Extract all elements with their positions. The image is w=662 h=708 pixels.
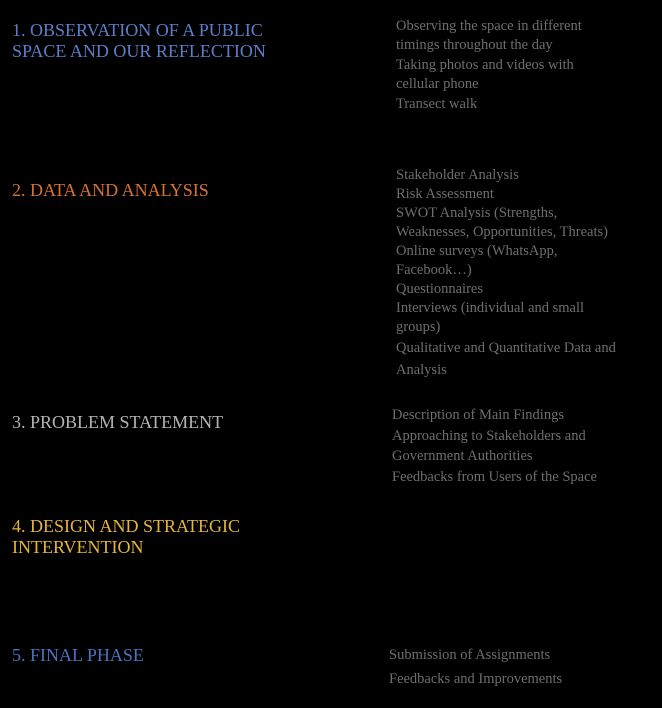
phase-5-title: 5. FINAL PHASE — [12, 645, 144, 665]
activity-line: cellular phone — [396, 76, 479, 92]
phase-2-activity — [396, 242, 616, 280]
phase-2-activity — [396, 280, 616, 299]
phase-4-title-line-1: 4. DESIGN AND STRATEGIC — [12, 516, 241, 536]
activity-line: Risk Assessment — [396, 186, 494, 202]
phase-2-activity — [396, 299, 616, 337]
activity-line: Qualitative and Quantitative Data and — [396, 340, 616, 356]
activity-line: Interviews (individual and small — [396, 300, 585, 316]
phase-1-activity — [396, 95, 582, 114]
phase-2-activity — [396, 166, 616, 185]
phase-3-activity — [392, 426, 597, 467]
activity-line: timings throughout the day — [396, 37, 553, 53]
activity-line: SWOT Analysis (Strengths, — [396, 205, 558, 221]
phase-1-title-line-1: 1. OBSERVATION OF A PUBLIC — [12, 20, 263, 40]
phase-5-activity — [389, 667, 562, 691]
phase-3-activity — [392, 467, 597, 488]
activity-line: Analysis — [396, 362, 447, 378]
phase-2-activity — [396, 204, 616, 242]
activity-line: Approaching to Stakeholders and — [392, 427, 586, 444]
activity-line: Observing the space in different — [396, 18, 582, 34]
activity-line: Taking photos and videos with — [396, 57, 574, 73]
phase-5-activity — [389, 643, 562, 667]
phase-1-activities — [396, 17, 582, 115]
phase-5-activities — [389, 643, 562, 691]
phase-3-activity — [392, 405, 597, 426]
phase-4-title — [12, 516, 240, 558]
phase-3-title: 3. PROBLEM STATEMENT — [12, 412, 224, 432]
phase-2-title: 2. DATA AND ANALYSIS — [12, 180, 209, 200]
activity-line: Feedbacks and Improvements — [389, 671, 563, 687]
activity-line: Weaknesses, Opportunities, Threats) — [396, 224, 608, 240]
phase-1-title — [12, 20, 266, 62]
activity-line: Feedbacks from Users of the Space — [392, 468, 597, 485]
phase-2-activity — [396, 339, 616, 380]
phase-3-activities — [392, 405, 597, 487]
phase-4-title-line-2: INTERVENTION — [12, 537, 144, 557]
activity-line: Facebook…) — [396, 262, 472, 278]
phase-2-activities — [396, 166, 616, 380]
activity-line: Questionnaires — [396, 281, 483, 297]
activity-line: Transect walk — [396, 96, 478, 112]
activity-line: Submission of Assignments — [389, 647, 551, 663]
activity-line: Online surveys (WhatsApp, — [396, 243, 558, 259]
phase-2-activity — [396, 185, 616, 204]
phase-1-activity — [396, 56, 582, 94]
activity-line: Government Authorities — [392, 448, 533, 464]
activity-line: Description of Main Findings — [392, 407, 564, 423]
phase-1-activity — [396, 17, 582, 55]
activity-line: groups) — [396, 319, 441, 335]
phase-1-title-line-2: SPACE AND OUR REFLECTION — [12, 41, 266, 61]
activity-line: Stakeholder Analysis — [396, 167, 519, 183]
